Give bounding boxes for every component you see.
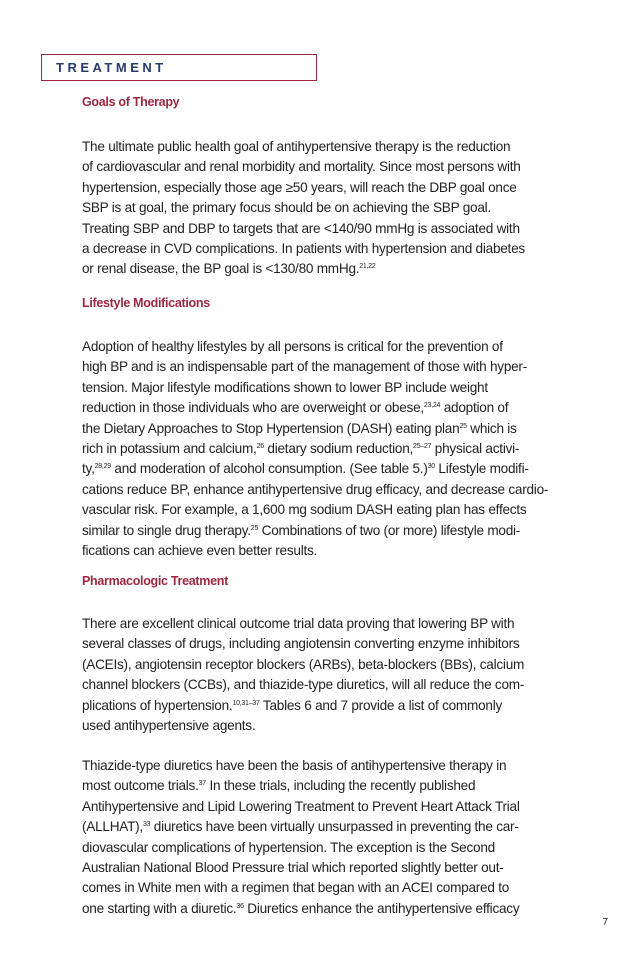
text-run: one starting with a diuretic. — [82, 900, 237, 916]
text-line — [82, 239, 588, 259]
text-line — [82, 419, 588, 439]
text-run: used antihypertensive agents. — [82, 718, 256, 734]
text-line — [82, 838, 588, 858]
text-line — [82, 756, 588, 776]
text-line — [82, 398, 588, 418]
text-line — [82, 357, 588, 377]
text-run: and moderation of alcohol consumption. (See table 5.) — [110, 461, 428, 477]
citation-superscript: 28,29 — [94, 463, 111, 471]
citation-superscript: 26 — [256, 443, 264, 451]
text-run: Diuretics enhance the antihypertensive efficacy — [243, 900, 520, 916]
text-run: Tables 6 and 7 provide a list of commonly — [259, 697, 503, 713]
text-run: In these trials, including the recently published — [205, 778, 476, 794]
text-run: Thiazide-type diuretics have been the basis of antihypertensive therapy in — [82, 758, 507, 773]
text-line — [82, 541, 588, 561]
text-line — [82, 178, 588, 198]
text-line — [82, 634, 588, 654]
text-run: Australian National Blood Pressure trial which reported slightly better out- — [82, 860, 504, 876]
text-run: dietary sodium reduction, — [263, 441, 414, 457]
text-line — [82, 797, 588, 817]
text-line — [82, 219, 588, 239]
paragraph-pharmacologic-1 — [82, 614, 588, 736]
text-line — [82, 675, 588, 695]
text-run: Adoption of healthy lifestyles by all persons is critical for the prevention of — [82, 339, 503, 354]
text-line — [82, 521, 588, 541]
text-run: plications of hypertension. — [82, 697, 233, 713]
text-run: a decrease in CVD complications. In patients with hypertension and diabetes — [82, 241, 525, 257]
text-run: Lifestyle modifi- — [434, 461, 529, 477]
text-run: diuretics have been virtually unsurpassed in preventing the car- — [150, 819, 519, 835]
citation-superscript: 25 — [459, 422, 467, 430]
heading-lifestyle-modifications: Lifestyle Modifications — [82, 296, 210, 310]
text-line — [82, 439, 588, 459]
text-run: rich in potassium and calcium, — [82, 441, 257, 457]
text-run: The ultimate public health goal of antihypertensive therapy is the reduction — [82, 139, 511, 154]
text-line — [82, 378, 588, 398]
text-run: comes in White men with a regimen that began with an ACEI compared to — [82, 880, 510, 896]
text-run: hypertension, especially those age ≥50 years, will reach the DBP goal once — [82, 179, 517, 195]
text-run: diovascular complications of hypertension. The exception is the Second — [82, 839, 495, 855]
text-run: (ACEIs), angiotensin receptor blockers (ARBs), beta-blockers (BBs), calcium — [82, 656, 525, 672]
paragraph-lifestyle — [82, 337, 588, 561]
text-run: similar to single drug therapy. — [82, 522, 251, 538]
text-line — [82, 899, 588, 919]
text-run: (ALLHAT), — [82, 819, 143, 835]
text-line — [82, 480, 588, 500]
text-run: channel blockers (CCBs), and thiazide-type diuretics, will all reduce the com- — [82, 677, 525, 693]
text-run: Antihypertensive and Lipid Lowering Treatment to Prevent Heart Attack Trial — [82, 798, 520, 814]
text-run: Combinations of two (or more) lifestyle modi- — [258, 522, 521, 538]
text-run: fications can achieve even better results. — [82, 543, 318, 559]
text-run: There are excellent clinical outcome trial data proving that lowering BP with — [82, 616, 515, 631]
text-line — [82, 858, 588, 878]
text-line — [82, 459, 588, 479]
paragraph-goals — [82, 137, 588, 280]
section-title: TREATMENT — [56, 60, 167, 75]
text-run: the Dietary Approaches to Stop Hypertension (DASH) eating plan — [82, 420, 460, 436]
text-line — [82, 696, 588, 716]
text-run: several classes of drugs, including angiotensin converting enzyme inhibitors — [82, 636, 520, 652]
citation-superscript: 23,24 — [423, 402, 441, 410]
text-run: tension. Major lifestyle modifications shown to lower BP include weight — [82, 379, 488, 395]
text-line — [82, 614, 588, 634]
section-header-box — [41, 54, 317, 81]
text-run: which is — [466, 420, 517, 436]
text-run: reduction in those individuals who are overweight or obese, — [82, 400, 424, 416]
text-run: cations reduce BP, enhance antihypertensive drug efficacy, and decrease cardio- — [82, 481, 549, 497]
text-line — [82, 137, 588, 157]
text-line — [82, 500, 588, 520]
citation-superscript: 37 — [198, 780, 206, 788]
citation-superscript: 30 — [427, 463, 435, 471]
text-line — [82, 157, 588, 177]
citation-superscript: 21,22 — [359, 263, 376, 271]
text-line — [82, 716, 588, 736]
heading-goals-of-therapy: Goals of Therapy — [82, 95, 180, 109]
text-line — [82, 259, 588, 279]
text-run: most outcome trials. — [82, 778, 199, 794]
text-run: high BP and is an indispensable part of the management of those with hyper- — [82, 359, 527, 375]
text-run: physical activi- — [431, 441, 520, 457]
text-line — [82, 337, 588, 357]
page-number: 7 — [602, 917, 608, 928]
text-run: Treating SBP and DBP to targets that are <140/90 mmHg is associated with — [82, 220, 520, 236]
citation-superscript: 33 — [142, 821, 151, 829]
text-line — [82, 776, 588, 796]
text-run: of cardiovascular and renal morbidity and mortality. Since most persons with — [82, 159, 521, 175]
text-run: adoption of — [440, 400, 509, 416]
heading-pharmacologic-treatment: Pharmacologic Treatment — [82, 574, 228, 588]
text-line — [82, 878, 588, 898]
text-line — [82, 198, 588, 218]
text-line — [82, 655, 588, 675]
text-line — [82, 817, 588, 837]
text-run: SBP is at goal, the primary focus should be on achieving the SBP goal. — [82, 200, 491, 216]
citation-superscript: 25–27 — [413, 443, 432, 451]
citation-superscript: 10,31–37 — [232, 699, 260, 707]
citation-superscript: 36 — [236, 902, 244, 910]
text-run: ty, — [82, 461, 95, 477]
text-run: vascular risk. For example, a 1,600 mg sodium DASH eating plan has effects — [82, 502, 527, 518]
citation-superscript: 25 — [250, 524, 259, 532]
text-run: or renal disease, the BP goal is <130/80 mmHg. — [82, 261, 360, 277]
paragraph-pharmacologic-2 — [82, 756, 588, 919]
